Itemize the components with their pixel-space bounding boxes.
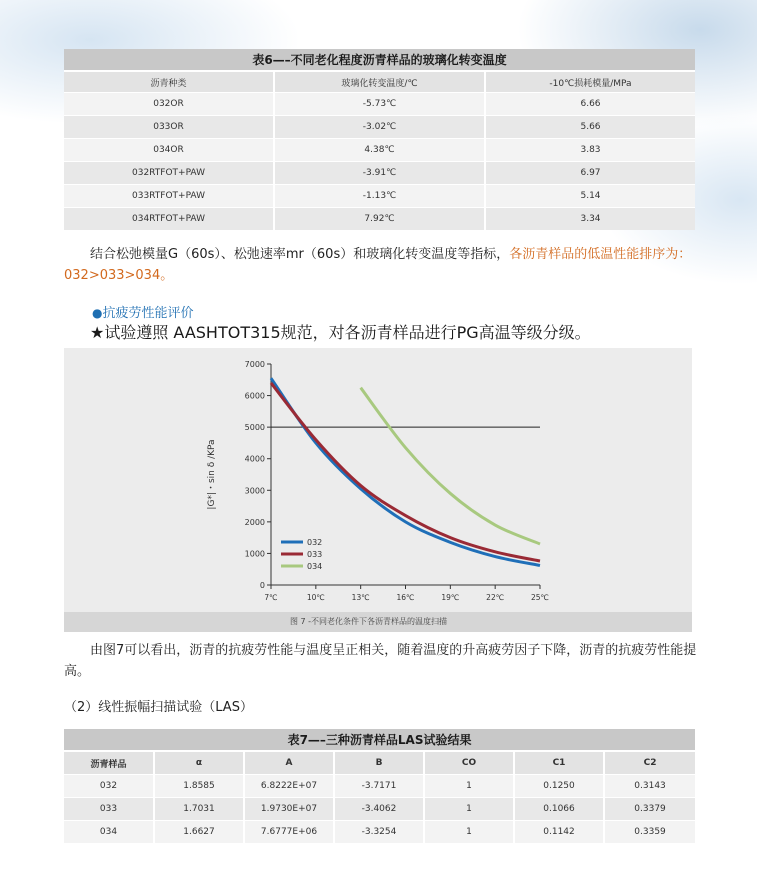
table-cell: 033 (64, 798, 154, 821)
y-tick-label: 7000 (244, 360, 265, 369)
table-cell: -3.7171 (334, 775, 424, 798)
table-7-header: B (334, 751, 424, 775)
series-line-033 (271, 383, 540, 561)
table-7-caption: 表7—–三种沥青样品LAS试验结果 (64, 729, 695, 751)
paragraph-low-temp-ranking (64, 244, 704, 286)
table-cell: 3.83 (485, 139, 695, 162)
y-tick-label: 6000 (244, 391, 265, 401)
series-line-034 (361, 388, 540, 544)
legend-label-033: 033 (307, 550, 323, 559)
table-cell: 3.34 (485, 208, 695, 231)
x-tick-label: 25℃ (531, 593, 549, 602)
table-7-header: α (154, 751, 244, 775)
y-tick-label: 4000 (244, 454, 265, 464)
table-cell: 0.3359 (604, 821, 695, 844)
table-cell: 5.66 (485, 116, 695, 139)
table-cell: 1 (424, 821, 514, 844)
table-cell: 1 (424, 775, 514, 798)
table-row (64, 185, 695, 208)
paragraph-text: 结合松弛模量G（60s）、松弛速率mr（60s）和玻璃化转变温度等指标， (90, 247, 510, 262)
table-cell: 034OR (64, 139, 274, 162)
table-cell: 033RTFOT+PAW (64, 185, 274, 208)
table-cell: -3.02℃ (274, 116, 485, 139)
table-cell: 1.8585 (154, 775, 244, 798)
table-6-header: 沥青种类 (64, 71, 274, 93)
figure-7 (64, 348, 692, 632)
table-cell: 7.6777E+06 (244, 821, 334, 844)
table-cell: 1.7031 (154, 798, 244, 821)
x-tick-label: 16℃ (396, 593, 415, 602)
table-cell: -3.3254 (334, 821, 424, 844)
table-7-header: C2 (604, 751, 695, 775)
table-cell: 0.3379 (604, 798, 695, 821)
table-row (64, 798, 695, 821)
table-row (64, 116, 695, 139)
x-tick-label: 13℃ (351, 593, 370, 602)
table-cell: 033OR (64, 116, 274, 139)
table-cell: 1.9730E+07 (244, 798, 334, 821)
table-row (64, 93, 695, 116)
y-tick-label: 0 (259, 581, 265, 590)
section-heading-fatigue (92, 302, 194, 321)
table-cell: 6.66 (485, 93, 695, 116)
table-row (64, 821, 695, 844)
table-cell: -5.73℃ (274, 93, 485, 116)
table-6-caption: 表6—–不同老化程度沥青样品的玻璃化转变温度 (64, 49, 695, 71)
table-cell: 0.1142 (514, 821, 604, 844)
y-axis-label: |G*|・sin δ /KPa (207, 439, 217, 510)
table-cell: 0.1250 (514, 775, 604, 798)
test-standard-line: ★试验遵照 AASHTOT315规范，对各沥青样品进行PG高温等级分级。 (90, 323, 591, 342)
table-cell: 6.8222E+07 (244, 775, 334, 798)
table-7-header: A (244, 751, 334, 775)
table-cell: -3.91℃ (274, 162, 485, 185)
x-tick-label: 19℃ (441, 593, 460, 602)
subsection-heading-las: （2）线性振幅扫描试验（LAS） (64, 700, 253, 715)
table-cell: -3.4062 (334, 798, 424, 821)
table-cell: 034RTFOT+PAW (64, 208, 274, 231)
table-cell: 6.97 (485, 162, 695, 185)
table-6 (64, 49, 695, 230)
table-cell: 4.38℃ (274, 139, 485, 162)
table-cell: -1.13℃ (274, 185, 485, 208)
table-cell: 032 (64, 775, 154, 798)
section-heading-text: 抗疲劳性能评价 (102, 306, 194, 321)
table-cell: 032RTFOT+PAW (64, 162, 274, 185)
table-cell: 032OR (64, 93, 274, 116)
table-row (64, 139, 695, 162)
x-tick-label: 10℃ (306, 593, 325, 602)
table-6-header: -10℃损耗模量/MPa (485, 71, 695, 93)
table-row (64, 775, 695, 798)
table-cell: 5.14 (485, 185, 695, 208)
bullet-dot-icon: ● (92, 306, 103, 320)
table-7-header: CO (424, 751, 514, 775)
x-tick-label: 7℃ (264, 593, 278, 602)
x-tick-label: 22℃ (486, 593, 505, 602)
legend-label-032: 032 (307, 538, 323, 547)
table-cell: 1.6627 (154, 821, 244, 844)
table-7-header: C1 (514, 751, 604, 775)
y-tick-label: 1000 (244, 549, 265, 559)
table-row (64, 162, 695, 185)
table-cell: 034 (64, 821, 154, 844)
y-tick-label: 5000 (244, 423, 265, 433)
table-row (64, 208, 695, 231)
table-7 (64, 729, 695, 843)
paragraph-fatigue-conclusion: 由图7可以看出，沥青的抗疲劳性能与温度呈正相关，随着温度的升高疲劳因子下降，沥青的抗疲劳性能提高。 (64, 643, 697, 679)
highlighted-conclusion: 各沥青样品的低温性能排序为：032>033>034。 (64, 247, 692, 283)
legend-label-034: 034 (307, 562, 323, 571)
y-tick-label: 3000 (244, 486, 265, 496)
table-6-header: 玻璃化转变温度/℃ (274, 71, 485, 93)
y-tick-label: 2000 (244, 517, 265, 527)
table-cell: 1 (424, 798, 514, 821)
table-cell: 7.92℃ (274, 208, 485, 231)
temperature-sweep-chart (64, 348, 692, 612)
table-cell: 0.1066 (514, 798, 604, 821)
table-7-header: 沥青样品 (64, 751, 154, 775)
figure-caption: 图 7 -不同老化条件下各沥青样品的温度扫描 (64, 612, 692, 632)
table-cell: 0.3143 (604, 775, 695, 798)
